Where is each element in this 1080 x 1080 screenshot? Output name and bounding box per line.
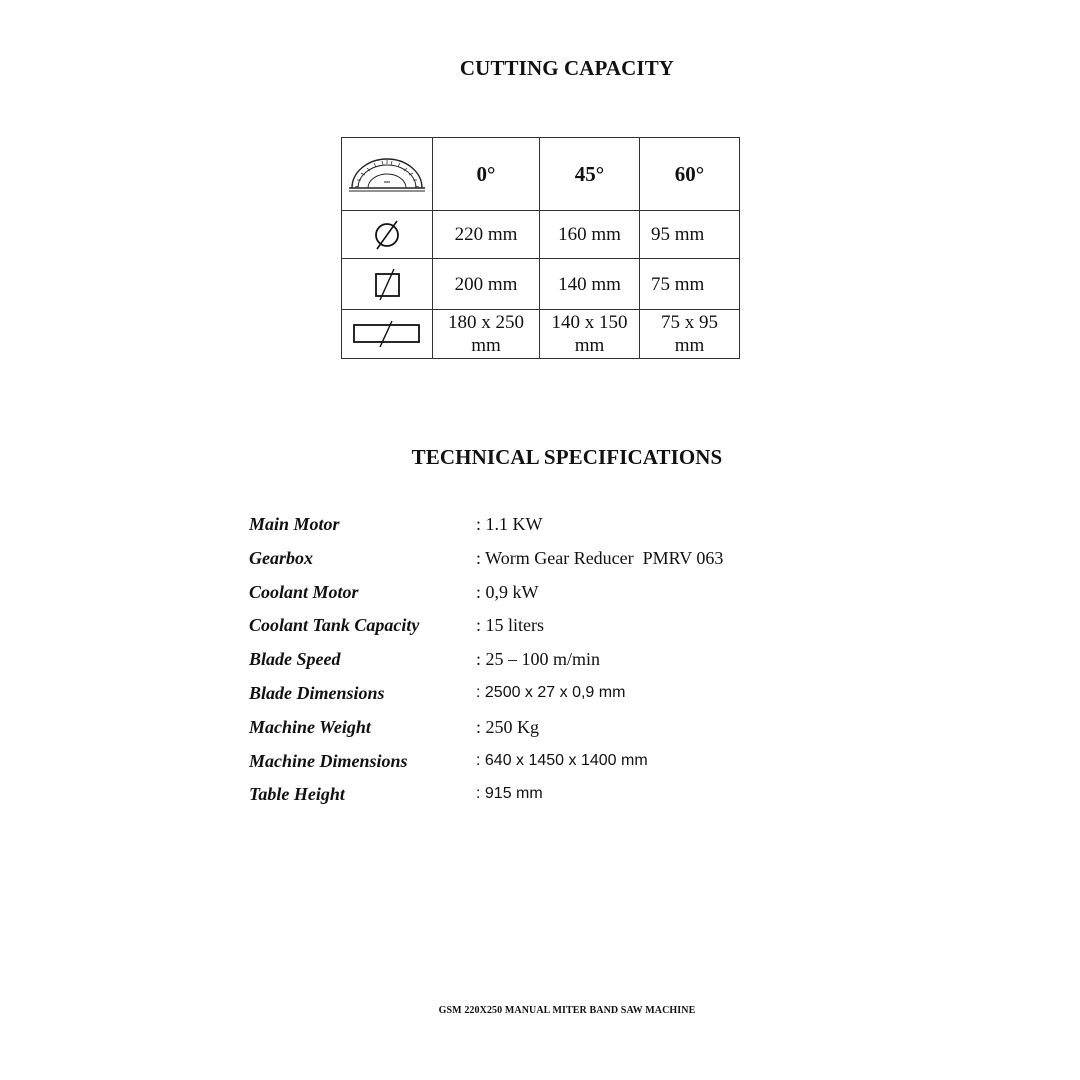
cutting-capacity-title: CUTTING CAPACITY [459, 56, 675, 80]
spec-label: Coolant Tank Capacity [249, 615, 420, 636]
spec-label: Coolant Motor [249, 581, 359, 602]
spec-value: : 15 liters [476, 615, 544, 636]
round-bar-icon [342, 211, 433, 259]
spec-label: Blade Dimensions [249, 682, 385, 703]
cutting-capacity-table [341, 137, 740, 359]
spec-value: : 25 – 100 m/min [476, 649, 601, 670]
spec-label: Blade Speed [249, 649, 341, 670]
capacity-unit: mm [471, 335, 501, 356]
spec-label: Main Motor [249, 514, 340, 534]
spec-row-blade-speed [249, 645, 849, 679]
angle-header-60: 60° [640, 138, 740, 211]
page-footer: GSM 220X250 MANUAL MITER BAND SAW MACHINE [438, 1005, 696, 1016]
spec-value: : 250 Kg [476, 716, 539, 737]
capacity-cell: 160 mm [540, 211, 640, 259]
capacity-cell: 95 mm [640, 211, 740, 259]
spec-label: Gearbox [249, 547, 313, 568]
spec-row-main-motor [249, 510, 849, 544]
spec-value: : 1.1 KW [476, 514, 543, 534]
spec-row-coolant-tank [249, 611, 849, 645]
capacity-cell: 75 mm [640, 259, 740, 310]
table-header-row [342, 138, 740, 211]
spec-value: : 0,9 kW [476, 581, 539, 602]
table-row-round [342, 211, 740, 259]
rectangular-bar-icon [342, 310, 433, 359]
protractor-icon [342, 138, 433, 211]
capacity-value: 140 x 150 [551, 312, 628, 333]
capacity-unit: mm [674, 335, 705, 356]
capacity-cell [540, 310, 640, 359]
spec-row-machine-dimensions [249, 747, 849, 781]
spec-value: : 2500 x 27 x 0,9 mm [476, 683, 626, 701]
spec-value: : 915 mm [476, 785, 543, 803]
spec-list [249, 510, 849, 814]
capacity-value: 180 x 250 [448, 312, 524, 333]
spec-row-table-height [249, 780, 849, 814]
spec-value: : Worm Gear Reducer PMRV 063 [476, 547, 724, 568]
spec-label: Machine Weight [249, 716, 371, 737]
angle-header-0: 0° [433, 138, 540, 211]
capacity-cell: 220 mm [433, 211, 540, 259]
spec-label: Machine Dimensions [249, 750, 408, 771]
capacity-unit: mm [574, 335, 605, 356]
square-bar-icon [342, 259, 433, 310]
capacity-value: 75 x 95 [661, 312, 718, 333]
spec-row-blade-dimensions [249, 679, 849, 713]
capacity-cell [640, 310, 740, 359]
capacity-cell [433, 310, 540, 359]
capacity-cell: 140 mm [540, 259, 640, 310]
spec-row-gearbox [249, 544, 849, 578]
table-row-square [342, 259, 740, 310]
technical-specifications-title: TECHNICAL SPECIFICATIONS [411, 445, 723, 469]
table-row-rectangle [342, 310, 740, 359]
angle-header-45: 45° [540, 138, 640, 211]
spec-row-machine-weight [249, 713, 849, 747]
capacity-cell: 200 mm [433, 259, 540, 310]
spec-row-coolant-motor [249, 578, 849, 612]
spec-value: : 640 x 1450 x 1400 mm [476, 751, 648, 769]
spec-label: Table Height [249, 784, 345, 805]
